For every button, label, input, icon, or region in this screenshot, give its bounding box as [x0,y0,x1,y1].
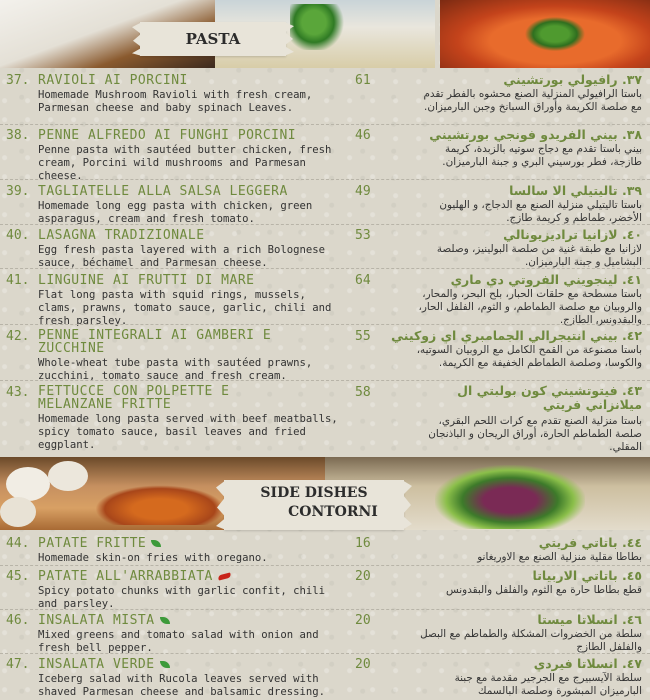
divider [0,653,650,654]
item-title-text: INSALATA MISTA [38,613,155,628]
item-price: 16 [355,536,371,551]
item-description: Iceberg salad with Rucola leaves served with shaved Parmesan cheese and balsamic dressing. [38,673,326,698]
item-description-arabic: باستا الرافيولي المنزلية الصنع محشوه بالفطر تقدم مع صلصة الكريمة وأوراق السبانخ وجبن البارميزان. [423,88,642,113]
section-title-pasta: PASTA [140,22,286,56]
item-number: 42. [6,329,30,344]
divider [0,268,650,269]
photo-tomato-pasta [440,0,650,68]
divider [0,380,650,381]
item-title: LASAGNA TRADIZIONALE [38,228,205,243]
item-title-arabic: ٣٧. رافيولي بورتشيني [503,72,642,87]
item-description-arabic: سلطة الآيسبيرج مع الجرجير مقدمة مع جبنة البارميزان المبشورة وصلصة البالسمك [454,672,642,697]
item-description-arabic: باستا منزلية الصنع تقدم مع كرات اللحم البقري، صلصة الطماطم الحارة، أوراق الريحان و الباذنجان المقلي. [428,415,642,453]
item-description-arabic: بيني باستا تقدم مع دجاج سوتيه بالزبدة، كريمة طازجة، فطر بورسيني البري و جبنة البارميزان. [442,143,642,168]
item-title: TAGLIATELLE ALLA SALSA LEGGERA [38,184,288,199]
item-description: Egg fresh pasta layered with a rich Bolognese sauce, béchamel and Parmesan cheese. [38,244,326,269]
item-title: PENNE ALFREDO AI FUNGHI PORCINI [38,128,297,143]
item-title-arabic: ٤٠. لازانيا ترادیزیونالي [503,227,642,242]
item-number: 43. [6,385,30,400]
item-price: 58 [355,385,371,400]
item-title-text: PATATE ALL'ARRABBIATA [38,569,213,584]
item-number: 47. [6,657,30,672]
item-price: 53 [355,228,371,243]
item-title: LINGUINE AI FRUTTI DI MARE [38,273,255,288]
item-price: 20 [355,657,371,672]
item-number: 45. [6,569,30,584]
divider [0,179,650,180]
item-title-arabic: ٤٤. باتاتي فريتي [538,535,642,550]
item-title [38,657,170,672]
item-number: 41. [6,273,30,288]
item-number: 38. [6,128,30,143]
item-description: Homemade Mushroom Ravioli with fresh cream, Parmesan cheese and baby spinach Leaves. [38,89,313,114]
item-price: 46 [355,128,371,143]
divider [0,124,650,125]
item-price: 55 [355,329,371,344]
item-description-arabic: باستا مسطحة مع حلقات الحبار، بلح البحر، والمحار، والروبيان مع صلصة الطماطم، و الثوم، الفلفل الحار، والبقدونس الطازج. [418,288,642,326]
item-description-arabic: باستا مصنوعة من القمح الكامل مع الروبيان السوتيه، والكوسا، وصلصة الطماطم الخفيفة مع الكريمة. [416,344,642,369]
item-price: 49 [355,184,371,199]
vegetarian-leaf-icon [160,617,170,624]
item-description: Flat long pasta with squid rings, mussels, clams, prawns, tomato sauce, garlic, chili and fresh parsley. [38,289,332,327]
item-description: Penne pasta with sautéed butter chicken, fresh cream, Porcini wild mushrooms and Parmesan cheese. [38,144,332,182]
item-description: Homemade long egg pasta with chicken, green asparagus, cream and fresh tomato. [38,200,313,225]
item-title: PENNE INTEGRALI AI GAMBERI E ZUCCHINE [38,328,272,356]
vegetarian-leaf-icon [160,661,170,668]
item-title-arabic: ٤٥. باتاتي الاربياتا [532,568,642,583]
section-title-side-dishes [224,480,404,530]
item-price: 61 [355,73,371,88]
divider [0,324,650,325]
item-number: 37. [6,73,30,88]
item-description-arabic: بطاطا مقلية منزلية الصنع مع الاوريغانو [477,551,642,563]
item-price: 64 [355,273,371,288]
item-title-text: PATATE FRITTE [38,536,147,551]
item-number: 44. [6,536,30,551]
item-title [38,536,161,551]
vegetarian-leaf-icon [151,540,161,547]
item-number: 46. [6,613,30,628]
item-number: 40. [6,228,30,243]
item-description-arabic: سلطة من الخضروات المشكلة والطماطم مع البصل والفلفل الطازج [420,628,642,653]
item-title [38,569,231,584]
item-description: Mixed greens and tomato salad with onion and fresh bell pepper. [38,629,319,654]
item-description-arabic: قطع بطاطا حارة مع الثوم والفلفل والبقدونس [446,584,642,596]
divider [0,609,650,610]
item-description: Spicy potato chunks with garlic confit, chili and parsley. [38,585,326,610]
item-title-text: INSALATA VERDE [38,657,155,672]
item-number: 39. [6,184,30,199]
item-title: FETTUCCE CON POLPETTE E MELANZANE FRITTE [38,384,230,412]
item-title-arabic: ٤٦. انسلاتا ميستا [537,612,642,627]
item-description: Homemade skin-on fries with oregano. [38,552,268,564]
divider [0,565,650,566]
item-price: 20 [355,569,371,584]
item-price: 20 [355,613,371,628]
item-title-arabic: ٤٣. فيتوتشيني كون بولبتي ال ميلانزاني فريتي [457,383,642,412]
section-title-line-2: CONTORNI [288,504,378,520]
item-title [38,613,170,628]
chili-icon [217,572,231,580]
item-title-arabic: ٣٨. بيني الفريدو فونجي بورتشيني [429,127,642,142]
item-description: Whole-wheat tube pasta with sautéed prawns, zucchini, tomato sauce and fresh cream. [38,357,313,382]
section-title-line-1: SIDE DISHES [260,485,368,501]
item-title-arabic: ٣٩. تاليتيلي الا سالسا [509,183,642,198]
item-description-arabic: لازانيا مع طبقة غنية من صلصة البولينيز، وصلصة البشاميل و جبنة البارميزان. [436,243,642,268]
item-title: RAVIOLI AI PORCINI [38,73,188,88]
item-description: Homemade long pasta served with beef meatballs, spicy tomato sauce, basil leaves and fried eggplant. [38,413,338,451]
item-title-arabic: ٤٢. بيني انتيجرالي الجمامبري اي زوكيني [391,328,642,343]
item-description-arabic: باستا تاليتيلي منزلية الصنع مع الدجاج، و الهليون الأخضر، طماطم و كريمة طازج. [439,199,642,224]
item-title-arabic: ٤١. لينجويني الفروتي دي ماري [450,272,642,287]
divider [0,224,650,225]
item-title-arabic: ٤٧. انسلاتا فيردي [533,656,642,671]
